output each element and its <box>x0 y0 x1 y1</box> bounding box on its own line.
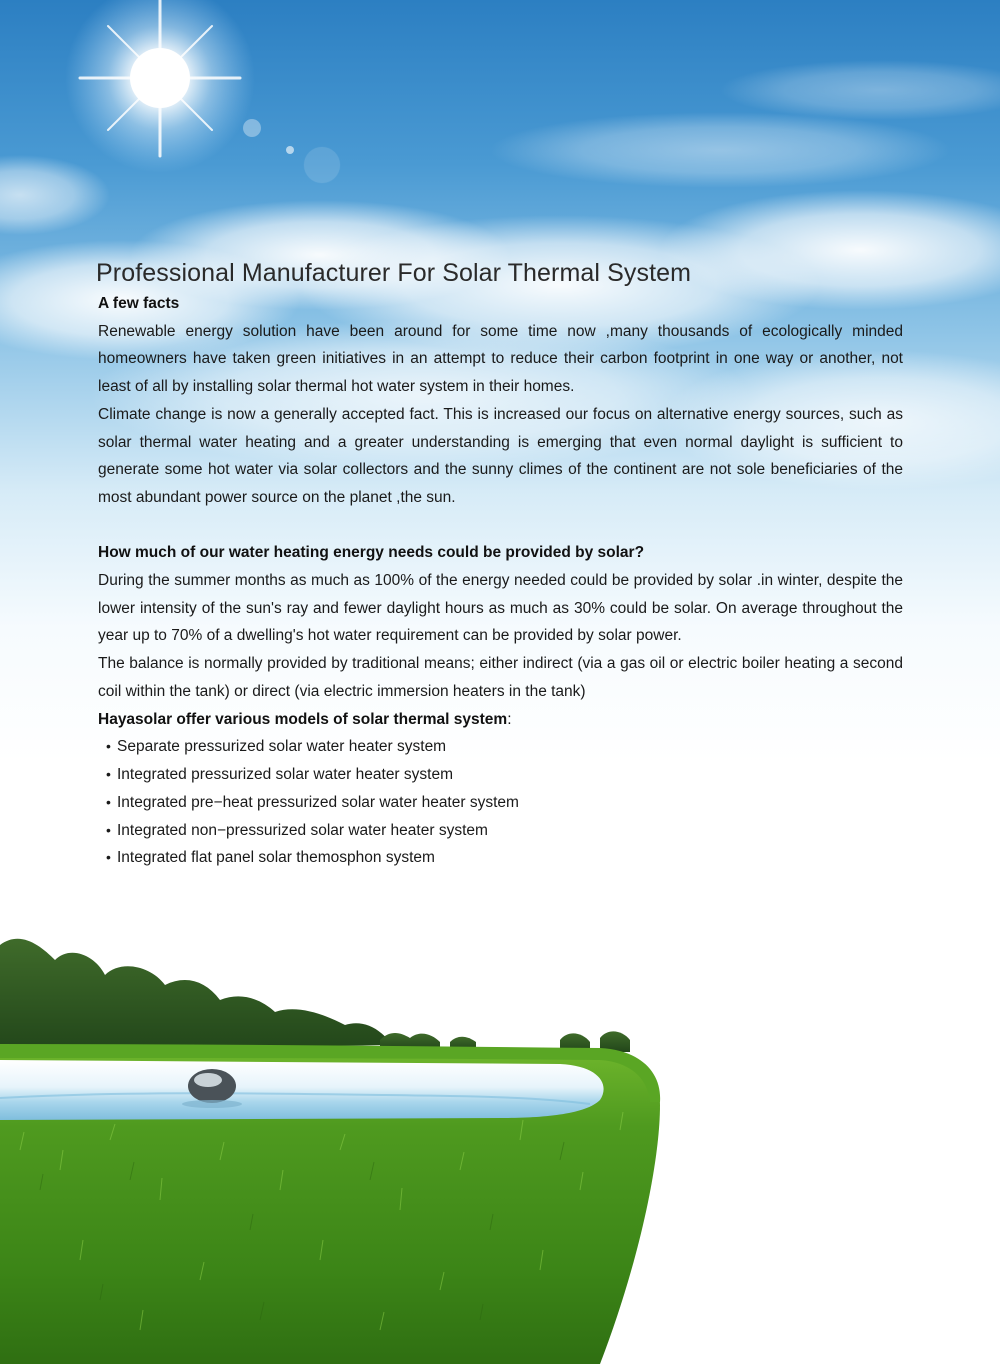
solar-heading: How much of our water heating energy needs could be provided by solar? <box>98 544 645 562</box>
list-item <box>106 789 903 817</box>
article <box>98 256 903 872</box>
offer-heading <box>98 706 903 734</box>
bullet-icon: • <box>106 738 111 755</box>
list-item-label: Integrated pressurized solar water heater system <box>117 766 453 784</box>
list-item-label: Integrated non−pressurized solar water heater system <box>117 821 488 839</box>
list-item <box>106 844 903 872</box>
list-item-label: Integrated flat panel solar themosphon system <box>117 849 435 867</box>
section-spacer <box>98 512 903 540</box>
bullet-icon: • <box>106 793 111 810</box>
list-item-label: Separate pressurized solar water heater system <box>117 738 447 756</box>
page-title: Professional Manufacturer For Solar Thermal System <box>96 259 692 287</box>
model-list <box>98 733 903 872</box>
grass-basin <box>0 1044 660 1364</box>
list-item <box>106 733 903 761</box>
facts-heading: A few facts <box>98 295 180 312</box>
list-item-label: Integrated pre−heat pressurized solar water heater system <box>117 793 519 811</box>
bullet-icon: • <box>106 849 111 866</box>
list-item <box>106 761 903 789</box>
bullet-icon: • <box>106 766 111 783</box>
solar-paragraph-2: The balance is normally provided by traditional means; either indirect (via a gas oil or electric boiler heating a second coil within the tank) or direct (via electric immersion heaters in the tank) <box>98 655 903 700</box>
facts-paragraph-2: Climate change is now a generally accepted fact. This is increased our focus on alternative energy sources, such as solar thermal water heating and a greater understanding is emerging that even normal daylight is sufficient to generate some hot water via solar collectors and the sunny climes of the continent are not sole beneficiaries of the most abundant power source on the planet ,the sun. <box>98 405 903 506</box>
solar-paragraph-1: During the summer months as much as 100% of the energy needed could be provided by solar .in winter, despite the lower intensity of the sun's ray and fewer daylight hours as much as 30% could be solar. On average throughout the year up to 70% of a dwelling's hot water requirement can be provided by solar power. <box>98 572 903 645</box>
offer-colon: : <box>507 710 512 728</box>
bullet-icon: • <box>106 821 111 838</box>
offer-lead: Hayasolar offer various models of solar thermal system <box>98 710 508 728</box>
list-item <box>106 817 903 845</box>
facts-paragraph-1: Renewable energy solution have been around for some time now ,many thousands of ecologically minded homeowners have taken green initiatives in an attempt to reduce their carbon footprint in one way or another, not least of all by installing solar thermal hot water system in their homes. <box>98 322 903 396</box>
